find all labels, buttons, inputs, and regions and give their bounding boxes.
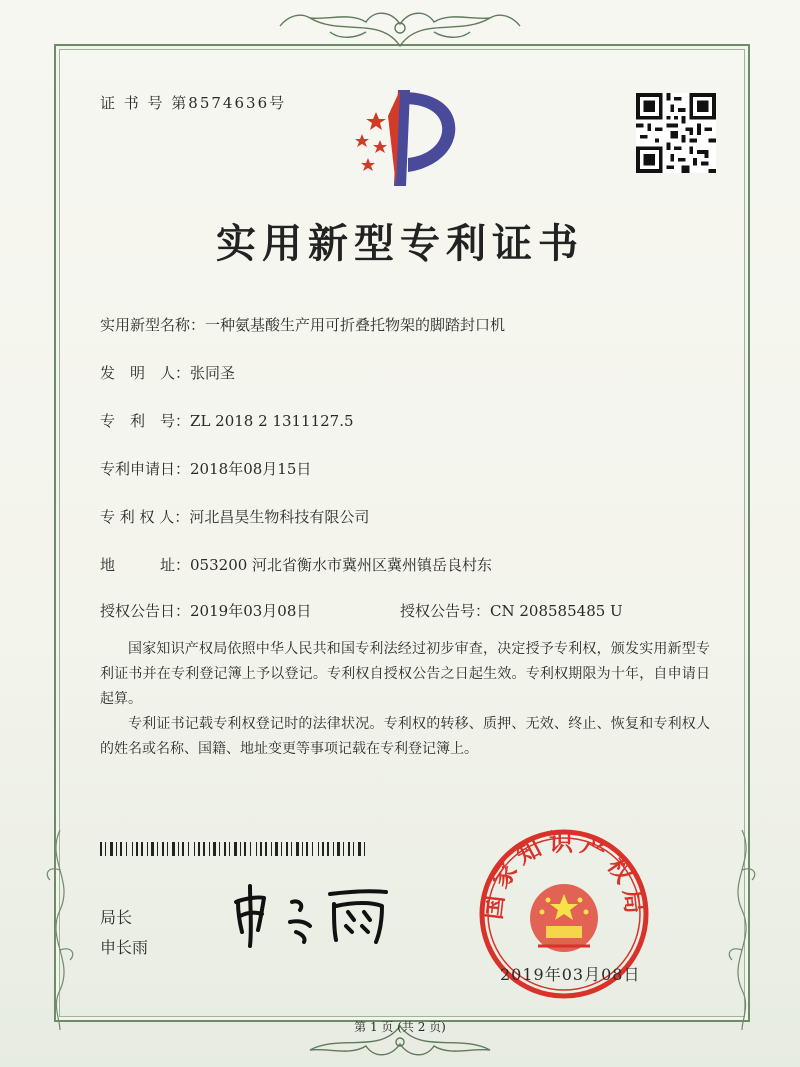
field-label: 专 利 权 人： xyxy=(100,508,190,526)
field-label: 地 址： xyxy=(100,556,191,574)
barcode-icon xyxy=(100,842,370,856)
issue-date: 2019年03月08日 xyxy=(500,965,641,984)
left-vine-ornament-icon xyxy=(40,830,80,1030)
field-inventor xyxy=(100,362,235,383)
field-value: 一种氨基酸生产用可折叠托物架的脚踏封口机 xyxy=(205,316,506,334)
statement-paragraph-2: 专利证书记载专利权登记时的法律状况。专利权的转移、质押、无效、终止、恢复和专利权人的姓名或名称、国籍、地址变更等事项记载在专利登记簿上。 xyxy=(100,716,710,757)
right-vine-ornament-icon xyxy=(722,830,762,1030)
director-name: 申长雨 xyxy=(100,938,149,957)
field-address xyxy=(100,554,492,575)
statement-paragraph-1: 国家知识产权局依照中华人民共和国专利法经过初步审查，决定授予专利权，颁发实用新型专利证书并在专利登记簿上予以登记。专利权自授权公告之日起生效。专利权期限为十年，自申请日起算。 xyxy=(100,641,710,707)
seal-text: 国家知识产权局 xyxy=(478,828,650,921)
field-label: 授权公告号： xyxy=(400,602,491,620)
qr-code-icon xyxy=(636,93,716,173)
field-value: 2019年03月08日 xyxy=(190,602,312,620)
field-label: 专利申请日： xyxy=(100,460,191,478)
field-announcement-number xyxy=(400,600,623,621)
field-filing-date xyxy=(100,458,311,479)
field-label: 专 利 号： xyxy=(100,412,191,430)
field-value: 053200 河北省衡水市冀州区冀州镇岳良村东 xyxy=(190,556,493,574)
director-title: 局长 xyxy=(100,908,133,927)
field-label: 实用新型名称： xyxy=(100,316,206,334)
field-announcement-date xyxy=(100,600,311,621)
field-label: 授权公告日： xyxy=(100,602,191,620)
cnipa-logo-icon xyxy=(336,86,466,196)
certificate-number: 证 书 号 第8574636号 xyxy=(100,94,287,112)
top-ornament-icon xyxy=(270,6,530,50)
field-label: 发 明 人： xyxy=(100,364,191,382)
handwritten-signature-icon xyxy=(226,880,406,950)
field-patent-number xyxy=(100,410,354,431)
page-number: 第 1 页 (共 2 页) xyxy=(354,1020,446,1034)
field-utility-model-name xyxy=(100,314,505,335)
field-value: CN 208585485 U xyxy=(490,602,623,620)
field-value: 河北昌昊生物科技有限公司 xyxy=(189,508,370,526)
field-value: ZL 2018 2 1311127.5 xyxy=(190,412,354,430)
field-value: 2018年08月15日 xyxy=(190,460,312,478)
page-title: 实用新型专利证书 xyxy=(216,220,584,267)
field-patentee xyxy=(100,506,369,527)
field-value: 张同圣 xyxy=(190,364,236,382)
